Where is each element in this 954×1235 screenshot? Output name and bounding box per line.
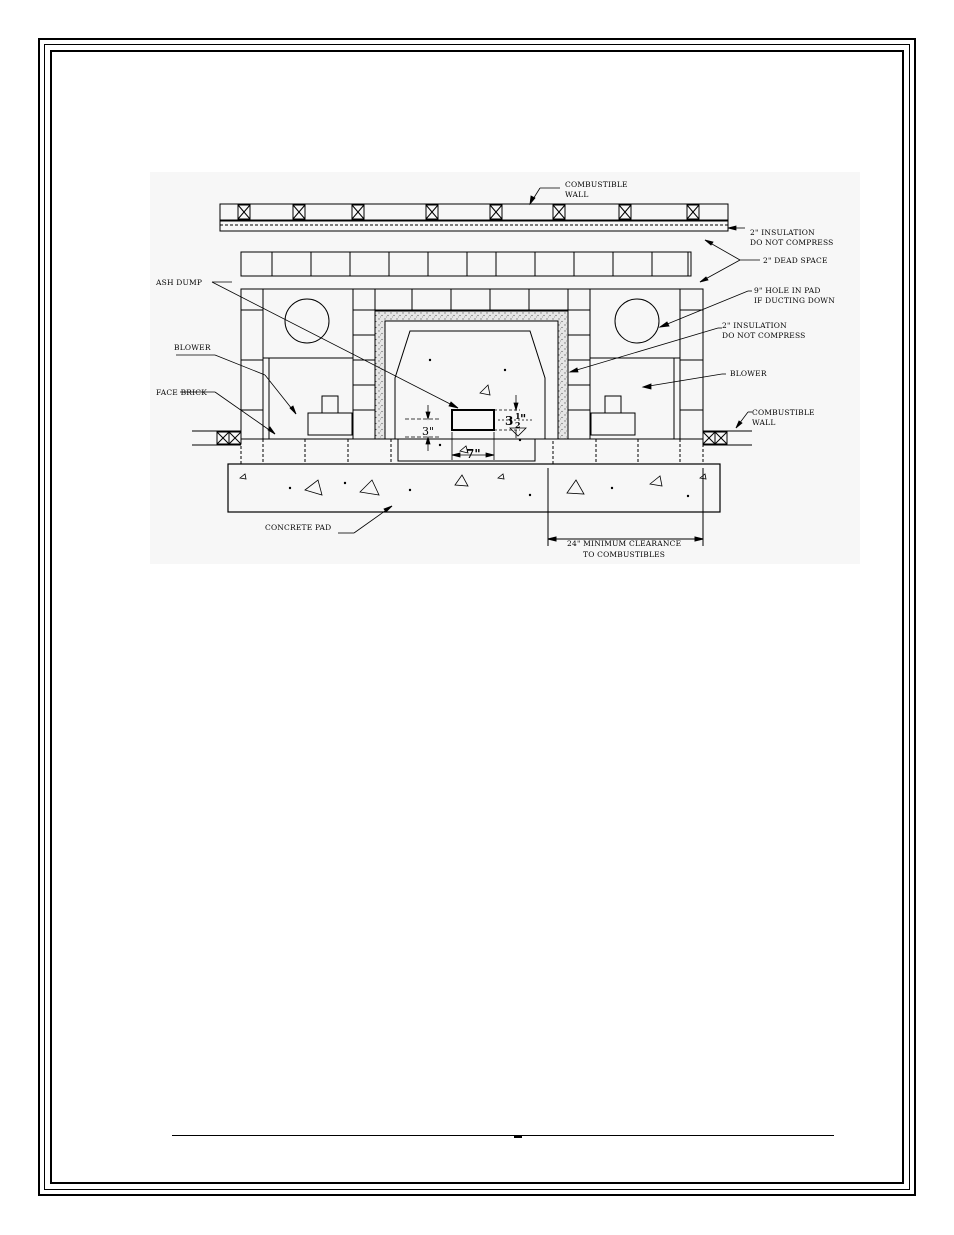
label-combustible-wall-top-2: WALL (565, 190, 589, 199)
left-blower-shape (308, 396, 352, 435)
label-blower-left: BLOWER (174, 343, 211, 352)
dimension-3-half-numerator: 1 (515, 411, 521, 421)
label-insulation-top-1: 2" INSULATION (750, 228, 815, 237)
label-combustible-wall-right-1: COMBUSTIBLE (752, 408, 815, 417)
label-face-brick: FACE BRICK (156, 388, 208, 397)
label-blower-right: BLOWER (730, 369, 767, 378)
left-side-wall (192, 431, 241, 445)
top-combustible-wall (220, 204, 728, 231)
label-combustible-wall-right-2: WALL (752, 418, 776, 427)
label-insulation-right-2: DO NOT COMPRESS (722, 331, 806, 340)
footer-page-mark (514, 1136, 522, 1138)
footer-rule (172, 1135, 834, 1136)
dimension-3-half-denominator: 2 (515, 420, 521, 430)
concrete-aggregate-marks (240, 359, 706, 497)
firebox-insulation (375, 311, 568, 439)
dimension-7-inch: 7" (466, 447, 481, 461)
label-concrete-pad: CONCRETE PAD (265, 523, 332, 532)
label-hole-in-pad-1: 9" HOLE IN PAD (754, 286, 821, 295)
label-clearance-1: 24" MINIMUM CLEARANCE (567, 539, 682, 548)
label-clearance-2: TO COMBUSTIBLES (583, 550, 666, 559)
label-ash-dump: ASH DUMP (156, 278, 203, 287)
label-insulation-right-1: 2" INSULATION (722, 321, 787, 330)
firebox-interior (395, 331, 545, 461)
right-duct-hole-circle (615, 299, 659, 343)
dimension-3-half-inch-mark: " (520, 412, 527, 426)
right-blower-shape (591, 396, 635, 435)
dimension-3-half-whole: 3 (505, 414, 514, 428)
top-brick-row (241, 252, 691, 276)
fireplace-cross-section-diagram (150, 172, 860, 564)
clearance-dimension (548, 468, 703, 546)
dimension-3-inch: 3" (422, 425, 435, 438)
left-duct-hole-circle (285, 299, 329, 343)
label-hole-in-pad-2: IF DUCTING DOWN (754, 296, 835, 305)
concrete-pad-slab (228, 464, 720, 512)
ash-dump-rect (452, 410, 494, 430)
label-insulation-top-2: DO NOT COMPRESS (750, 238, 834, 247)
leader-lines (176, 188, 760, 533)
stud-markers (238, 205, 699, 219)
diagram-svg (150, 172, 860, 564)
right-side-wall (703, 431, 752, 445)
label-dead-space: 2" DEAD SPACE (763, 256, 828, 265)
label-combustible-wall-top-1: COMBUSTIBLE (565, 180, 628, 189)
